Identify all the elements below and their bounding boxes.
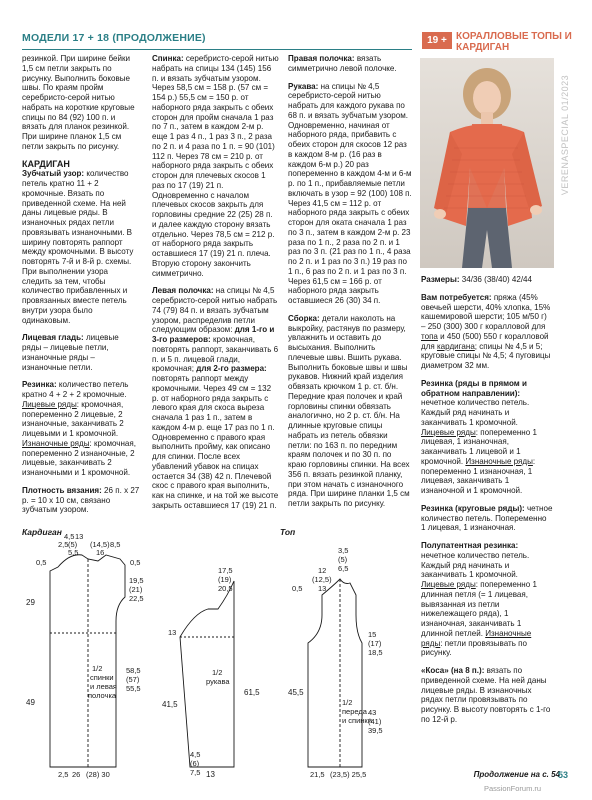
paragraph-gauge <box>22 486 140 515</box>
half-fisherman-wrong-rows: Изнаночные ряды <box>421 628 532 648</box>
paragraph-half-fisherman <box>421 541 553 658</box>
gauge-text: 26 п. х 27 р. = 10 х 10 см, связано зубчатым узором. <box>22 485 140 515</box>
dim-c-top-14-5: (14,5) <box>90 540 110 549</box>
label-back-2: спинки <box>90 673 114 682</box>
materials-cardigan: кардигана <box>436 341 475 351</box>
dim-c-0-5-left: 0,5 <box>36 558 47 567</box>
half-fisherman-text-c: : петли провязывать по рисунку. <box>421 638 527 658</box>
sleeves-text: на спицы № 4,5 серебристо-серой нитью набрать для каждого рукава по 68 п. и вязать зубчатым узором. Одновременно, начиная от наборного ряда, прибавить с обеих сторон для скосов 12 раз в каждом 8-м р. (16 раз в каждом 6-м р.) 20 раз попеременно в каждом 4-м и 6-м р. по 1 п., прибавляемые петли включать в узор = 92 (100) 108 п. Через 41,5 см = 112 р. от наборного ряда закрыть с обеих сторон для оката сначала 1 раз по 3 п., затем в каждом 2-м р. 23 раза по 1 п., 2 раза по 2 п. и 1 раз по 3 п. (21 раз по 1 п., 4 раза по 2 п. и 1 раз по 3 п.) 19 раз по 1 п., 6 раз по 2 п. и 1 раз по 3 п. Через 61,5 см = 166 р. от наборного ряда закрыть оставшиеся 26 (30) 34 п. <box>288 81 412 305</box>
sleeve-piece <box>180 581 234 767</box>
term-back: Спинка: <box>152 54 184 63</box>
dim-t-12: 12 <box>318 566 327 575</box>
header-rule <box>22 49 412 50</box>
label-back-4: полочка <box>88 691 117 700</box>
pattern-schemes <box>22 525 412 780</box>
dim-t-21-5: 21,5 <box>310 770 325 779</box>
dim-t-3-5: 3,5 <box>338 546 349 555</box>
paragraph-materials <box>421 293 553 371</box>
left-front-size-2: для 2-го размера: <box>196 364 267 374</box>
term-sizes: Размеры: <box>421 275 460 284</box>
materials-text-c: ; спицы № 4,5 и 5; круговые спицы № 4,5; 4 пуговицы диаметром 32 мм. <box>421 341 551 370</box>
dim-c-bot-2-5: 2,5 <box>58 770 69 779</box>
paragraph-rib <box>22 380 140 478</box>
model-photo-illustration <box>420 58 554 268</box>
rib-flat-text-a: нечетное количество петель. Каждый ряд начинать и заканчивать 1 кромочной. <box>421 398 530 427</box>
dim-c-58-5: 58,5 <box>126 666 141 675</box>
dim-t-12-5: (12,5) <box>312 575 332 584</box>
rib-flat-wrong-rows: Изнаночные ряды <box>465 456 533 466</box>
right-front-text: вязать симметрично левой полочке. <box>288 54 397 73</box>
dim-c-55-5: 55,5 <box>126 684 141 693</box>
dim-c-top-2-5: 2,5 <box>58 540 69 549</box>
cardigan-back-piece <box>50 555 125 767</box>
dim-c-top-8-5: 8,5 <box>110 540 121 549</box>
term-sleeves: Рукава: <box>288 81 319 91</box>
term-rib-round: Резинка (круговые ряды): <box>421 503 525 513</box>
brand-vertical <box>558 70 572 210</box>
rib-right-rows-text: : кромочная, попеременно 2 лицевые, 2 изнаночные, заканчивать 2 лицевыми и 1 кромочной. <box>22 399 124 438</box>
term-left-front: Левая полочка: <box>152 286 214 296</box>
sizes-text: 34/36 (38/40) 42/44 <box>459 275 533 284</box>
materials-text-b: и 450 (500) 550 г коралловой для <box>421 331 549 351</box>
zigzag-pattern-text: количество петель кратно 11 + 2 кромочные. Вязать по приведенной схеме. На ней даны лицевые ряды. В изнаночных рядах петли провязывать изнаночными. В ширину повторять раппорт между кромочными. В высоту повторять 7-й и 8-й р. схемы. При выполнении узора следить за тем, чтобы количество прибавленных и провязанных вместе петель внутри узора было одинаковым. <box>22 169 134 325</box>
dim-t-39-5: 39,5 <box>368 726 383 735</box>
dim-c-57: (57) <box>126 675 140 684</box>
paragraph-right-front <box>288 54 412 74</box>
half-fisherman-right-rows: Лицевые ряды <box>421 580 476 589</box>
paragraph-back <box>152 54 279 278</box>
term-rib: Резинка: <box>22 380 57 390</box>
label-back-3: и левая <box>90 682 117 691</box>
dim-s-7-5: 7,5 <box>190 768 201 777</box>
dim-t-18-5: 18,5 <box>368 648 383 657</box>
dim-t-45-5: 45,5 <box>288 688 304 697</box>
dim-t-41: (41) <box>368 717 382 726</box>
dim-c-0-5-right: 0,5 <box>130 558 141 567</box>
dim-c-top-5-5: 5,5 <box>68 548 79 557</box>
text-column-3 <box>288 54 412 509</box>
term-right-front: Правая полочка: <box>288 54 355 63</box>
text-column-2 <box>152 54 279 511</box>
dim-t-6-5: 6,5 <box>338 564 349 573</box>
top-piece <box>308 579 362 767</box>
model-photo <box>420 58 554 268</box>
dim-s-4-5: 4,5 <box>190 750 201 759</box>
dim-t-43: 43 <box>368 708 377 717</box>
section-header <box>22 32 412 48</box>
half-fisherman-text-b: : попеременно 1 длинная петля (= 1 лицевая, вывязанная из петли нижележащего ряда), 1 изнаночная, заканчивать 1 длинной петлей. <box>421 580 537 638</box>
dim-c-top-13: 13 <box>75 532 84 541</box>
left-front-text-a: на спицы № 4,5 серебристо-серой нитью набрать 74 (79) 84 п. и вязать зубчатым узором, распределив петли следующим образом: <box>152 286 278 335</box>
label-sleeve-1: 1/2 <box>212 668 223 677</box>
assembly-text: детали наколоть на выкройку, растянув по размеру, увлажнить и оставить до высыхания. Выполнить плечевые швы. Вшить рукава. Выполнить боковые швы и швы рукавов. Нижний край изделия обвязать крючком 1 р. ст. б/н. Передние края полочек и край горловины спинки обвязать аналогично, но 2 р. ст. б/н. На длинные круговые спицы набрать из петель обвязки петли: по 163 п. по передним краям полочек и по 30 п. по краю горловины спинки. На всех 356 п. вязать резинкой планку, при этом начать с изнаночного ряда. При ширине планки 1,5 см петли закрыть по рисунку. <box>288 313 410 508</box>
dim-s-20-5: 20,5 <box>218 584 233 593</box>
dim-t-13: 13 <box>318 584 327 593</box>
term-gauge: Плотность вязания: <box>22 485 102 495</box>
rib-flat-text-c: : попеременно 1 изнаночная, 1 лицевая, заканчивать 1 изнаночной и 1 кромочной. <box>421 456 536 495</box>
dim-t-0-5: 0,5 <box>292 584 303 593</box>
dim-s-bot-13: 13 <box>206 770 215 779</box>
rib-right-rows: Лицевые ряды <box>22 399 77 409</box>
dim-s-19: (19) <box>218 575 232 584</box>
continued-note: Продолжение на с. 54 <box>473 770 560 779</box>
rib-wrong-rows: Изнаночные ряды <box>22 438 90 448</box>
dim-t-5: (5) <box>338 555 348 564</box>
heading-cardigan: КАРДИГАН <box>22 158 70 169</box>
dim-c-29: 29 <box>26 598 35 607</box>
dim-t-15: 15 <box>368 630 377 639</box>
paragraph-rib-flat <box>421 379 553 496</box>
paragraph-left-front <box>152 286 279 510</box>
materials-top: топа <box>421 331 438 341</box>
dim-c-22-5: 22,5 <box>129 594 144 603</box>
term-cable: «Коса» (на 8 п.): <box>421 666 485 675</box>
label-top-3: и спинки <box>342 716 372 725</box>
paragraph-rib-round <box>421 504 553 533</box>
page-number: 53 <box>558 770 569 780</box>
label-sleeve-2: рукава <box>206 677 230 686</box>
dim-c-top-16: 16 <box>96 548 105 557</box>
rib-wrong-rows-text: : кромочная, попеременно 2 изнаночные, 2 лицевые, заканчивать 2 изнаночными и 1 кромочной. <box>22 438 136 477</box>
stockinette-text: лицевые ряды – лицевые петли, изнаночные ряды – изнаночные петли. <box>22 333 119 372</box>
left-front-text-b: кромочная, повторять раппорт, заканчивать 6 п. и 5 п. лицевой глади, кромочная; <box>152 335 279 374</box>
dim-s-13: 13 <box>168 628 177 637</box>
cable-text: вязать по приведенной схеме. На ней даны лицевые ряды. В изнаночных рядах петли провязывать по рисунку. В высоту повторять с 1-го по 12-й р. <box>421 666 551 724</box>
paragraph-sleeves <box>288 82 412 306</box>
paragraph-cable <box>421 666 553 725</box>
label-back-1: 1/2 <box>92 664 103 673</box>
watermark: PassionForum.ru <box>484 784 542 793</box>
term-stockinette: Лицевая гладь: <box>22 333 84 343</box>
rib-flat-text-b: : попеременно 1 лицевая, 1 изнаночная, заканчивать 1 лицевой и 1 кромочной. <box>421 427 537 466</box>
paragraph-stockinette <box>22 333 140 372</box>
paragraph-assembly <box>288 314 412 509</box>
schematics-svg <box>22 525 412 780</box>
dim-c-top-4-5: 4,5 <box>64 532 75 541</box>
term-materials: Вам потребуется: <box>421 292 492 302</box>
left-front-size-1-3: для 1-го и 3-го размеров: <box>152 325 275 344</box>
top-scheme-title: Топ <box>280 527 296 537</box>
dim-c-21: (21) <box>129 585 143 594</box>
paragraph-zigzag-pattern <box>22 169 140 325</box>
back-text: серебристо-серой нитью набрать на спицы 134 (145) 156 п. и вязать зубчатым узором. Через 58,5 см = 158 р. (57 см = 154 р.) 55,5 см = 150 р. от наборного ряда закрыть с обеих сторон для пройм сначала 1 раз по 7 п., затем в каждом 2-м р. еще 1 раз 4 п., 1 раз 3 п., 2 раза по 2 п. и 4 раза по 1 п. = 90 (101) 112 п. Через 78 см = 210 р. от наборного ряда закрыть с обеих сторон для плечевых скосов 1 раз по 17 (19) 21 п. Одновременно с началом плечевых скосов закрыть для горловины средние 22 (25) 28 п. и далее каждую сторону вязать отдельно. Через 78,5 см = 212 р. от наборного ряда закрыть оставшиеся 17 (19) 21 п. плеча. Вторую сторону закончить симметрично. <box>152 54 279 278</box>
dim-c-top-5: (5) <box>68 540 78 549</box>
dim-s-17-5: 17,5 <box>218 566 233 575</box>
dim-s-41-5: 41,5 <box>162 700 178 709</box>
text-column-1 <box>22 54 140 515</box>
left-front-text-c: повторять раппорт между кромочными. Через 49 см = 132 р. от наборного ряда закрыть с левого края для скоса выреза сначала 1 раз 1 п., затем в каждом 4-м р. еще 17 раз по 1 п. Одновременно с правого края выполнить пройму, как описано для спинки. После всех убавлений убавок на спицах остается 34 (38) 42 п. Плечевой скос с правого края выполнить, как на спинке, и на той же высоте закрыть оставшиеся 17 (19) 21 п. <box>152 374 279 510</box>
model-number-badge: 19 + <box>422 32 452 49</box>
dim-t-17: (17) <box>368 639 382 648</box>
dim-c-bot-26: 26 <box>72 770 81 779</box>
section-title: МОДЕЛИ 17 + 18 (ПРОДОЛЖЕНИЕ) <box>22 32 206 44</box>
dim-s-6: (6) <box>190 759 200 768</box>
term-zigzag-pattern: Зубчатый узор: <box>22 169 85 179</box>
rib-flat-right-rows: Лицевые ряды <box>421 427 476 437</box>
half-fisherman-text-a: нечетное количество петель. Каждый ряд начинать и заканчивать 1 кромочной. <box>421 550 530 580</box>
brand-text: VERENASPECIAL 01/2023 <box>560 74 570 196</box>
dim-c-49: 49 <box>26 698 35 707</box>
term-assembly: Сборка: <box>288 313 320 323</box>
dim-s-61-5: 61,5 <box>244 688 260 697</box>
term-half-fisherman: Полупатентная резинка: <box>421 541 519 550</box>
paragraph-continuation: резинкой. При ширине бейки 1,5 см петли закрыть по рисунку. Выполнить боковые швы. По краям пройм серебристо-серой нитью набрать на короткие круговые спицы по 84 (92) 100 п. и вязать для планок резинкой. При ширине планок 1,5 см петли закрыть по рисунку. <box>22 54 135 151</box>
rib-round-text: четное количество петель. Попеременно 1 лицевая, 1 изнаночная. <box>421 503 553 533</box>
term-rib-flat: Резинка (ряды в прямом и обратном направлении): <box>421 378 527 398</box>
label-top-2: переда <box>342 707 367 716</box>
paragraph-sizes <box>421 275 553 285</box>
models-title: КОРАЛЛОВЫЕ ТОПЫ И КАРДИГАН <box>456 31 572 53</box>
dim-c-19-5: 19,5 <box>129 576 144 585</box>
dim-t-23-5-25-5: (23,5) 25,5 <box>330 770 367 779</box>
label-top-1: 1/2 <box>342 698 353 707</box>
rib-text: количество петель кратно 4 + 2 + 2 кромочные. <box>22 380 129 399</box>
materials-text-a: пряжа (45% овечьей шерсти, 40% хлопка, 15% кашемировой шерсти; 105 м/50 г) – 250 (300) 300 г коралловой для <box>421 292 551 331</box>
text-column-4 <box>421 275 553 725</box>
dim-c-bot-28-30: (28) 30 <box>86 770 110 779</box>
cardigan-scheme-title: Кардиган <box>22 527 62 537</box>
